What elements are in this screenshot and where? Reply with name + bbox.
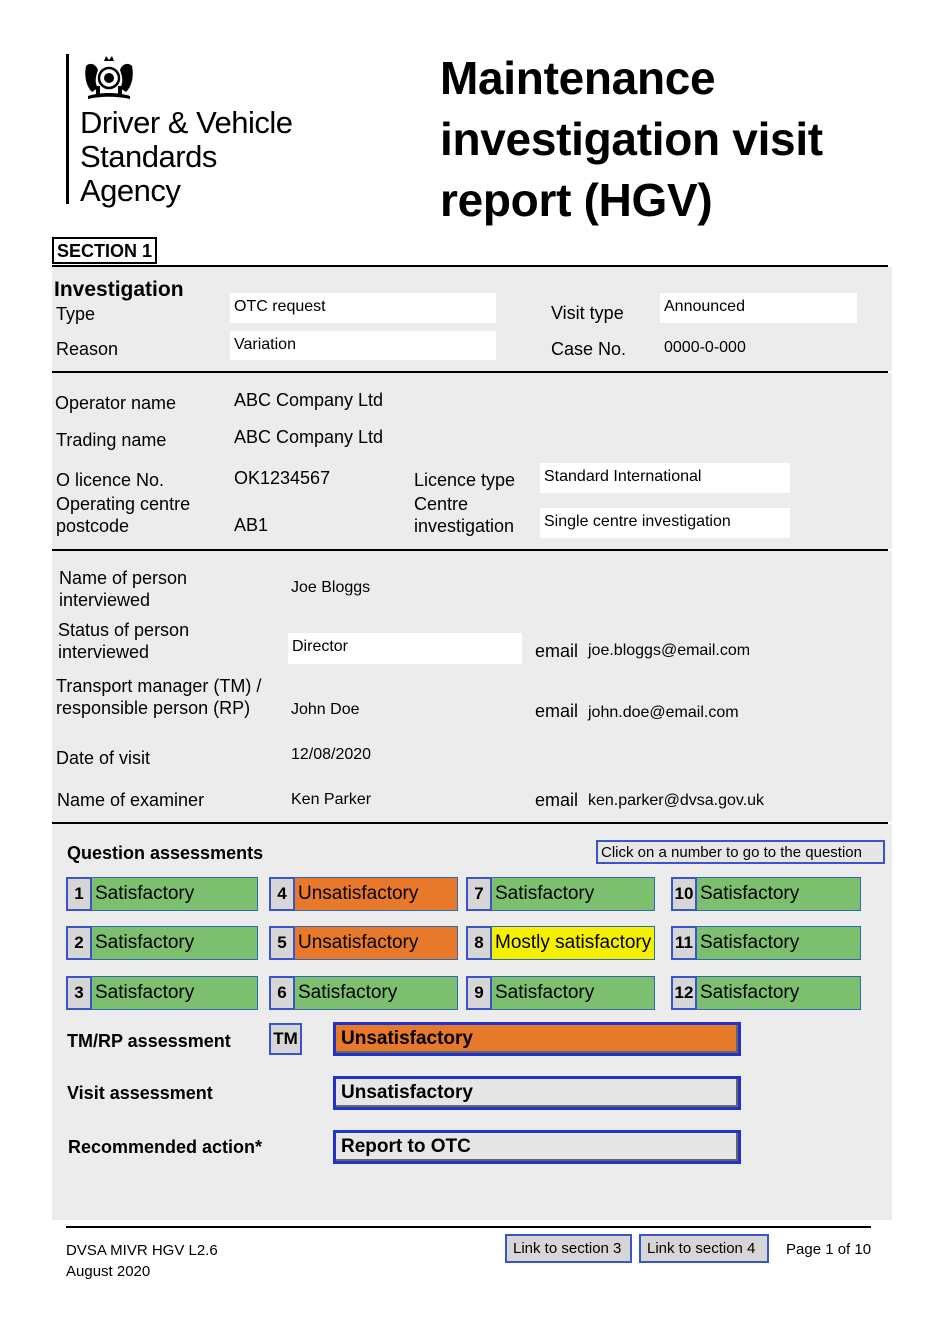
recommended-action-label: Recommended action*	[68, 1137, 263, 1157]
type-field[interactable]: OTC request	[230, 293, 496, 323]
licence-type-field[interactable]: Standard International	[540, 463, 790, 493]
agency-name-line: Standards	[80, 139, 217, 174]
label-line: postcode	[56, 516, 130, 536]
tm-email-label: email	[535, 701, 579, 721]
question-number-button[interactable]: 7	[466, 877, 492, 911]
examiner-label: Name of examiner	[57, 790, 205, 810]
status-field[interactable]: Director	[288, 633, 522, 664]
question-result: Mostly satisfactory	[492, 926, 655, 960]
operator-name-value[interactable]: ABC Company Ltd	[234, 390, 384, 410]
question-number-button[interactable]: 9	[466, 976, 492, 1010]
recommended-action-field[interactable]: Report to OTC	[333, 1130, 741, 1164]
question-number-button[interactable]: 6	[269, 976, 295, 1010]
label-line: investigation	[414, 516, 515, 536]
label-line: Centre	[414, 494, 469, 514]
licence-no-value[interactable]: OK1234567	[234, 468, 331, 488]
question-number-button[interactable]: 11	[671, 926, 697, 960]
link-section-4-button[interactable]: Link to section 4	[639, 1234, 769, 1263]
interviewed-value[interactable]: Joe Bloggs	[291, 579, 371, 596]
question-number-button[interactable]: 4	[269, 877, 295, 911]
page-number: Page 1 of 10	[786, 1241, 872, 1258]
question-result: Satisfactory	[697, 926, 861, 960]
agency-name-line: Agency	[80, 173, 181, 208]
oc-postcode-label	[56, 493, 190, 537]
label-line: Name of person	[59, 568, 188, 588]
tm-label	[56, 675, 261, 719]
link-section-3-button[interactable]: Link to section 3	[505, 1234, 632, 1263]
examiner-email-value[interactable]: ken.parker@dvsa.gov.uk	[588, 792, 765, 809]
question-result: Satisfactory	[492, 877, 655, 911]
title-line: report (HGV)	[440, 174, 713, 226]
question-number-button[interactable]: 5	[269, 926, 295, 960]
licence-type-label: Licence type	[414, 470, 516, 490]
question-nav-hint: Click on a number to go to the question	[596, 840, 885, 864]
investigation-heading: Investigation	[54, 278, 184, 301]
title-line: investigation visit	[440, 113, 823, 165]
doc-ref: DVSA MIVR HGV L2.6	[66, 1242, 218, 1259]
label-line: interviewed	[59, 590, 151, 610]
question-assessments-heading: Question assessments	[67, 843, 264, 863]
centre-investigation-field[interactable]: Single centre investigation	[540, 508, 790, 538]
question-result: Satisfactory	[697, 976, 861, 1010]
visit-type-field[interactable]: Announced	[660, 293, 857, 323]
visit-assessment-label: Visit assessment	[67, 1083, 213, 1103]
label-line: Operating centre	[56, 494, 191, 514]
logo-divider	[66, 54, 69, 204]
date-value[interactable]: 12/08/2020	[291, 746, 372, 763]
question-result: Unsatisfactory	[295, 877, 458, 911]
doc-date: August 2020	[66, 1263, 151, 1280]
oc-postcode-value[interactable]: AB1	[234, 515, 269, 535]
status-email-value[interactable]: joe.bloggs@email.com	[588, 642, 751, 659]
licence-no-label: O licence No.	[56, 470, 165, 490]
question-number-button[interactable]: 10	[671, 877, 697, 911]
tm-email-value[interactable]: john.doe@email.com	[588, 704, 739, 721]
type-label: Type	[56, 304, 96, 324]
question-result: Unsatisfactory	[295, 926, 458, 960]
trading-name-value[interactable]: ABC Company Ltd	[234, 427, 384, 447]
status-email-label: email	[535, 641, 579, 661]
label-line: Status of person	[58, 620, 190, 640]
document-title	[440, 48, 823, 231]
reason-label: Reason	[56, 339, 119, 359]
reason-field[interactable]: Variation	[230, 331, 496, 360]
question-result: Satisfactory	[697, 877, 861, 911]
agency-name-line: Driver & Vehicle	[80, 105, 293, 140]
examiner-value[interactable]: Ken Parker	[291, 791, 372, 808]
label-line: responsible person (RP)	[56, 698, 251, 718]
status-label	[58, 619, 189, 663]
question-number-button[interactable]: 2	[66, 926, 92, 960]
examiner-email-label: email	[535, 790, 579, 810]
trading-name-label: Trading name	[56, 430, 167, 450]
footer-rule	[66, 1226, 871, 1228]
section-label: SECTION 1	[52, 237, 157, 264]
question-number-button[interactable]: 8	[466, 926, 492, 960]
question-number-button[interactable]: 3	[66, 976, 92, 1010]
date-label: Date of visit	[56, 748, 151, 768]
operator-name-label: Operator name	[55, 393, 177, 413]
question-result: Satisfactory	[295, 976, 458, 1010]
agency-name	[80, 106, 293, 208]
visit-assessment-field[interactable]: Unsatisfactory	[333, 1076, 741, 1110]
royal-crest-icon	[80, 52, 138, 102]
tm-assessment-label: TM/RP assessment	[67, 1031, 231, 1051]
label-line: interviewed	[58, 642, 150, 662]
visit-type-label: Visit type	[551, 303, 624, 323]
question-number-button[interactable]: 12	[671, 976, 697, 1010]
centre-investigation-label	[414, 493, 514, 537]
document-reference	[66, 1240, 218, 1282]
tm-value[interactable]: John Doe	[291, 701, 360, 718]
label-line: Transport manager (TM) /	[56, 676, 262, 696]
tm-badge-button[interactable]: TM	[269, 1023, 302, 1055]
question-result: Satisfactory	[492, 976, 655, 1010]
question-result: Satisfactory	[92, 976, 258, 1010]
tm-assessment-field[interactable]: Unsatisfactory	[333, 1022, 741, 1056]
question-result: Satisfactory	[92, 926, 258, 960]
question-result: Satisfactory	[92, 877, 258, 911]
interviewed-label	[59, 567, 187, 611]
case-no-value[interactable]: 0000-0-000	[664, 339, 746, 356]
title-line: Maintenance	[440, 52, 716, 104]
case-no-label: Case No.	[551, 339, 627, 359]
question-number-button[interactable]: 1	[66, 877, 92, 911]
